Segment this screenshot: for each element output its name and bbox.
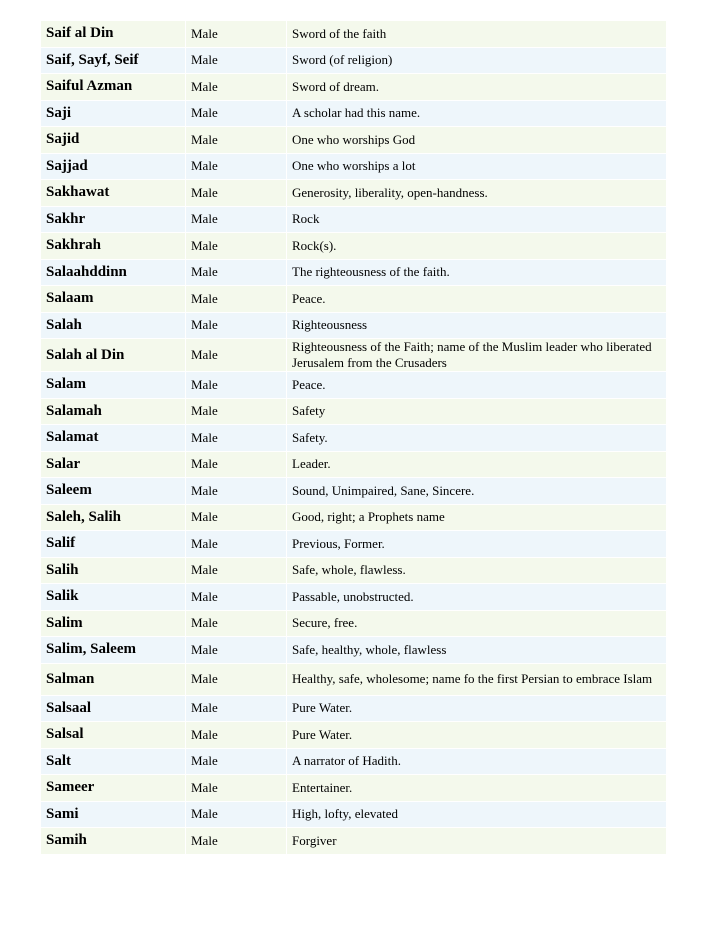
table-row [41,372,667,399]
name-cell: Sajjad [41,154,186,181]
gender-cell: Male [186,233,287,260]
name-cell: Saleh, Salih [41,505,186,532]
gender-cell: Male [186,180,287,207]
gender-cell: Male [186,154,287,181]
table-row [41,286,667,313]
name-cell: Sameer [41,775,186,802]
table-row [41,21,667,48]
gender-cell: Male [186,313,287,340]
meaning-cell: Rock [287,207,667,234]
meaning-cell: Righteousness [287,313,667,340]
gender-cell: Male [186,372,287,399]
meaning-cell: A scholar had this name. [287,101,667,128]
name-cell: Salif [41,531,186,558]
name-cell: Salim [41,611,186,638]
name-cell: Salah [41,313,186,340]
name-cell: Saleem [41,478,186,505]
name-cell: Salaam [41,286,186,313]
gender-cell: Male [186,637,287,664]
table-row [41,260,667,287]
name-cell: Sakhrah [41,233,186,260]
meaning-cell: One who worships God [287,127,667,154]
meaning-cell: Generosity, liberality, open-handness. [287,180,667,207]
meaning-cell: Leader. [287,452,667,479]
table-row [41,722,667,749]
meaning-cell: Safe, whole, flawless. [287,558,667,585]
name-cell: Salim, Saleem [41,637,186,664]
gender-cell: Male [186,558,287,585]
name-cell: Saif, Sayf, Seif [41,48,186,75]
table-row [41,154,667,181]
gender-cell: Male [186,696,287,723]
table-row [41,637,667,664]
gender-cell: Male [186,452,287,479]
gender-cell: Male [186,749,287,776]
meaning-cell: Previous, Former. [287,531,667,558]
name-cell: Sajid [41,127,186,154]
gender-cell: Male [186,802,287,829]
name-cell: Saji [41,101,186,128]
meaning-cell: Peace. [287,372,667,399]
table-row [41,48,667,75]
name-cell: Salamat [41,425,186,452]
table-row [41,180,667,207]
meaning-cell: One who worships a lot [287,154,667,181]
name-cell: Sakhr [41,207,186,234]
gender-cell: Male [186,505,287,532]
name-cell: Salamah [41,399,186,426]
meaning-cell: Sound, Unimpaired, Sane, Sincere. [287,478,667,505]
table-row [41,664,667,696]
name-cell: Salar [41,452,186,479]
name-cell: Saif al Din [41,21,186,48]
gender-cell: Male [186,664,287,696]
table-row [41,452,667,479]
meaning-cell: Righteousness of the Faith; name of the Muslim leader who liberated Jerusalem from the Crusaders [287,339,667,372]
name-cell: Salt [41,749,186,776]
gender-cell: Male [186,74,287,101]
gender-cell: Male [186,722,287,749]
table-row [41,478,667,505]
table-row [41,775,667,802]
meaning-cell: Safety. [287,425,667,452]
gender-cell: Male [186,127,287,154]
gender-cell: Male [186,584,287,611]
table-row [41,233,667,260]
gender-cell: Male [186,48,287,75]
name-cell: Saiful Azman [41,74,186,101]
name-cell: Salik [41,584,186,611]
table-row [41,584,667,611]
meaning-cell: Sword of dream. [287,74,667,101]
table-row [41,399,667,426]
table-row [41,828,667,855]
name-cell: Samih [41,828,186,855]
table-row [41,101,667,128]
meaning-cell: Good, right; a Prophets name [287,505,667,532]
gender-cell: Male [186,425,287,452]
gender-cell: Male [186,775,287,802]
gender-cell: Male [186,339,287,372]
table-row [41,74,667,101]
name-cell: Salsaal [41,696,186,723]
gender-cell: Male [186,101,287,128]
names-table [41,21,667,855]
table-row [41,749,667,776]
name-cell: Salsal [41,722,186,749]
meaning-cell: Secure, free. [287,611,667,638]
gender-cell: Male [186,286,287,313]
table-row [41,505,667,532]
meaning-cell: Entertainer. [287,775,667,802]
name-cell: Salah al Din [41,339,186,372]
meaning-cell: Healthy, safe, wholesome; name fo the first Persian to embrace Islam [287,664,667,696]
table-row [41,313,667,340]
meaning-cell: Pure Water. [287,722,667,749]
meaning-cell: The righteousness of the faith. [287,260,667,287]
name-cell: Sakhawat [41,180,186,207]
gender-cell: Male [186,21,287,48]
table-row [41,696,667,723]
meaning-cell: Sword (of religion) [287,48,667,75]
gender-cell: Male [186,207,287,234]
table-row [41,802,667,829]
meaning-cell: Rock(s). [287,233,667,260]
table-row [41,339,667,372]
name-cell: Sami [41,802,186,829]
gender-cell: Male [186,399,287,426]
gender-cell: Male [186,611,287,638]
name-cell: Salaahddinn [41,260,186,287]
meaning-cell: Passable, unobstructed. [287,584,667,611]
table-row [41,127,667,154]
name-cell: Salam [41,372,186,399]
meaning-cell: High, lofty, elevated [287,802,667,829]
gender-cell: Male [186,478,287,505]
name-cell: Salih [41,558,186,585]
meaning-cell: Pure Water. [287,696,667,723]
meaning-cell: A narrator of Hadith. [287,749,667,776]
gender-cell: Male [186,531,287,558]
meaning-cell: Sword of the faith [287,21,667,48]
name-cell: Salman [41,664,186,696]
table-row [41,207,667,234]
meaning-cell: Peace. [287,286,667,313]
table-row [41,425,667,452]
meaning-cell: Safe, healthy, whole, flawless [287,637,667,664]
meaning-cell: Safety [287,399,667,426]
gender-cell: Male [186,260,287,287]
gender-cell: Male [186,828,287,855]
names-table-body [41,21,667,855]
table-row [41,558,667,585]
table-row [41,611,667,638]
table-row [41,531,667,558]
meaning-cell: Forgiver [287,828,667,855]
